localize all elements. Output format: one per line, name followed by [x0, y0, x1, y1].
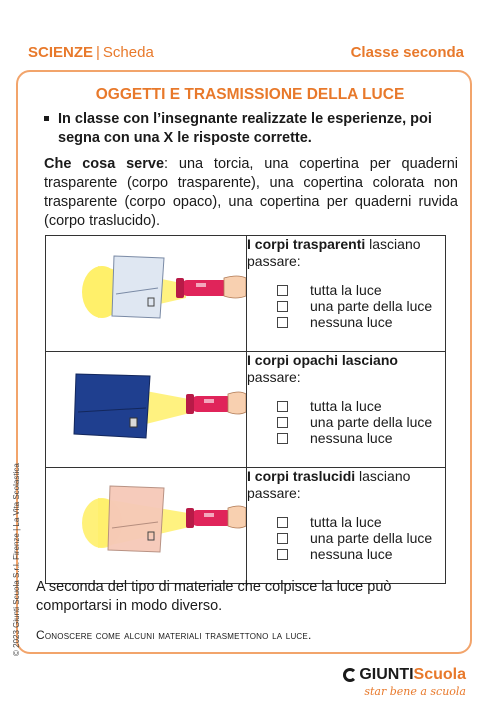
- option-item[interactable]: [277, 530, 445, 546]
- bullet-icon: [44, 116, 49, 121]
- instruction: [44, 110, 464, 148]
- option-item[interactable]: [277, 298, 445, 314]
- header-subject: [28, 44, 154, 61]
- grade-label: Classe seconda: [350, 44, 464, 61]
- checkbox[interactable]: [277, 285, 288, 296]
- option-label: nessuna luce: [310, 545, 393, 562]
- option-item[interactable]: [277, 398, 445, 414]
- option-item[interactable]: [277, 546, 445, 562]
- option-item[interactable]: [277, 514, 445, 530]
- answer-transparent: [247, 236, 446, 352]
- row-heading-rest: passare:: [247, 369, 301, 385]
- illustration-opaque: [46, 352, 247, 468]
- option-label: tutta la luce: [310, 397, 382, 414]
- illustration-translucent: [46, 468, 247, 584]
- checkbox[interactable]: [277, 401, 288, 412]
- options-list: [277, 282, 445, 330]
- sheet-type: Scheda: [102, 44, 154, 61]
- instruction-text: In classe con l’insegnante realizzate le esperienze, poi segna con una X le risposte corrette.: [58, 111, 432, 146]
- option-label: nessuna luce: [310, 429, 393, 446]
- header-separator: |: [96, 44, 100, 61]
- checkbox[interactable]: [277, 417, 288, 428]
- flashlight-transparent-illustration: [46, 236, 246, 346]
- options-list: [277, 514, 445, 562]
- row-heading-rest: lasciano passare:: [247, 468, 411, 501]
- options-list: [277, 398, 445, 446]
- option-item[interactable]: [277, 414, 445, 430]
- row-heading-bold: I corpi traslucidi: [247, 468, 356, 484]
- worksheet-title: OGGETTI E TRASMISSIONE DELLA LUCE: [95, 86, 405, 103]
- table-row: [46, 236, 446, 352]
- checkbox[interactable]: [277, 433, 288, 444]
- option-item[interactable]: [277, 314, 445, 330]
- checkbox[interactable]: [277, 301, 288, 312]
- answer-opaque: [247, 352, 446, 468]
- row-heading-rest: lasciano passare:: [247, 236, 421, 269]
- logo-tagline: star bene a scuola: [364, 685, 466, 698]
- option-label: tutta la luce: [310, 513, 382, 530]
- logo-brand-a: GIUNTI: [359, 666, 414, 683]
- giunti-scuola-logo: [343, 666, 466, 698]
- copyright-text: © 2023 Giunti Scuola S.r.l. Firenze | La Vita Scolastica: [12, 463, 21, 656]
- checkbox[interactable]: [277, 533, 288, 544]
- option-label: una parte della luce: [310, 413, 433, 430]
- learning-objective: Conoscere come alcuni materiali trasmettono la luce.: [36, 628, 312, 642]
- row-heading-bold: I corpi opachi lasciano: [247, 352, 398, 368]
- conclusion-text: A seconda del tipo di materiale che colpisce la luce può comportarsi in modo diverso.: [36, 579, 392, 614]
- option-item[interactable]: [277, 282, 445, 298]
- flashlight-translucent-illustration: [46, 468, 246, 578]
- table-row: [46, 468, 446, 584]
- illustration-transparent: [46, 236, 247, 352]
- option-label: nessuna luce: [310, 313, 393, 330]
- g-logo-icon: [343, 668, 357, 682]
- answer-translucent: [247, 468, 446, 584]
- subject-label: SCIENZE: [28, 44, 94, 61]
- table-row: [46, 352, 446, 468]
- materials-paragraph: [44, 155, 458, 231]
- materials-label: Che cosa serve: [44, 156, 165, 172]
- checkbox[interactable]: [277, 517, 288, 528]
- checkbox[interactable]: [277, 549, 288, 560]
- flashlight-opaque-illustration: [46, 352, 246, 462]
- logo-brand: [343, 666, 466, 684]
- row-heading-bold: I corpi trasparenti: [247, 236, 366, 252]
- experiment-table: [45, 235, 446, 584]
- option-label: tutta la luce: [310, 281, 382, 298]
- option-item[interactable]: [277, 430, 445, 446]
- option-label: una parte della luce: [310, 529, 433, 546]
- option-label: una parte della luce: [310, 297, 433, 314]
- checkbox[interactable]: [277, 317, 288, 328]
- materials-text: : una torcia, una copertina per quaderni trasparente (corpo trasparente), una copertina colorata non trasparente (corpo opaco), una copertina per quaderni ruvida (corpo traslucido).: [44, 156, 458, 229]
- logo-brand-b: Scuola: [413, 666, 466, 683]
